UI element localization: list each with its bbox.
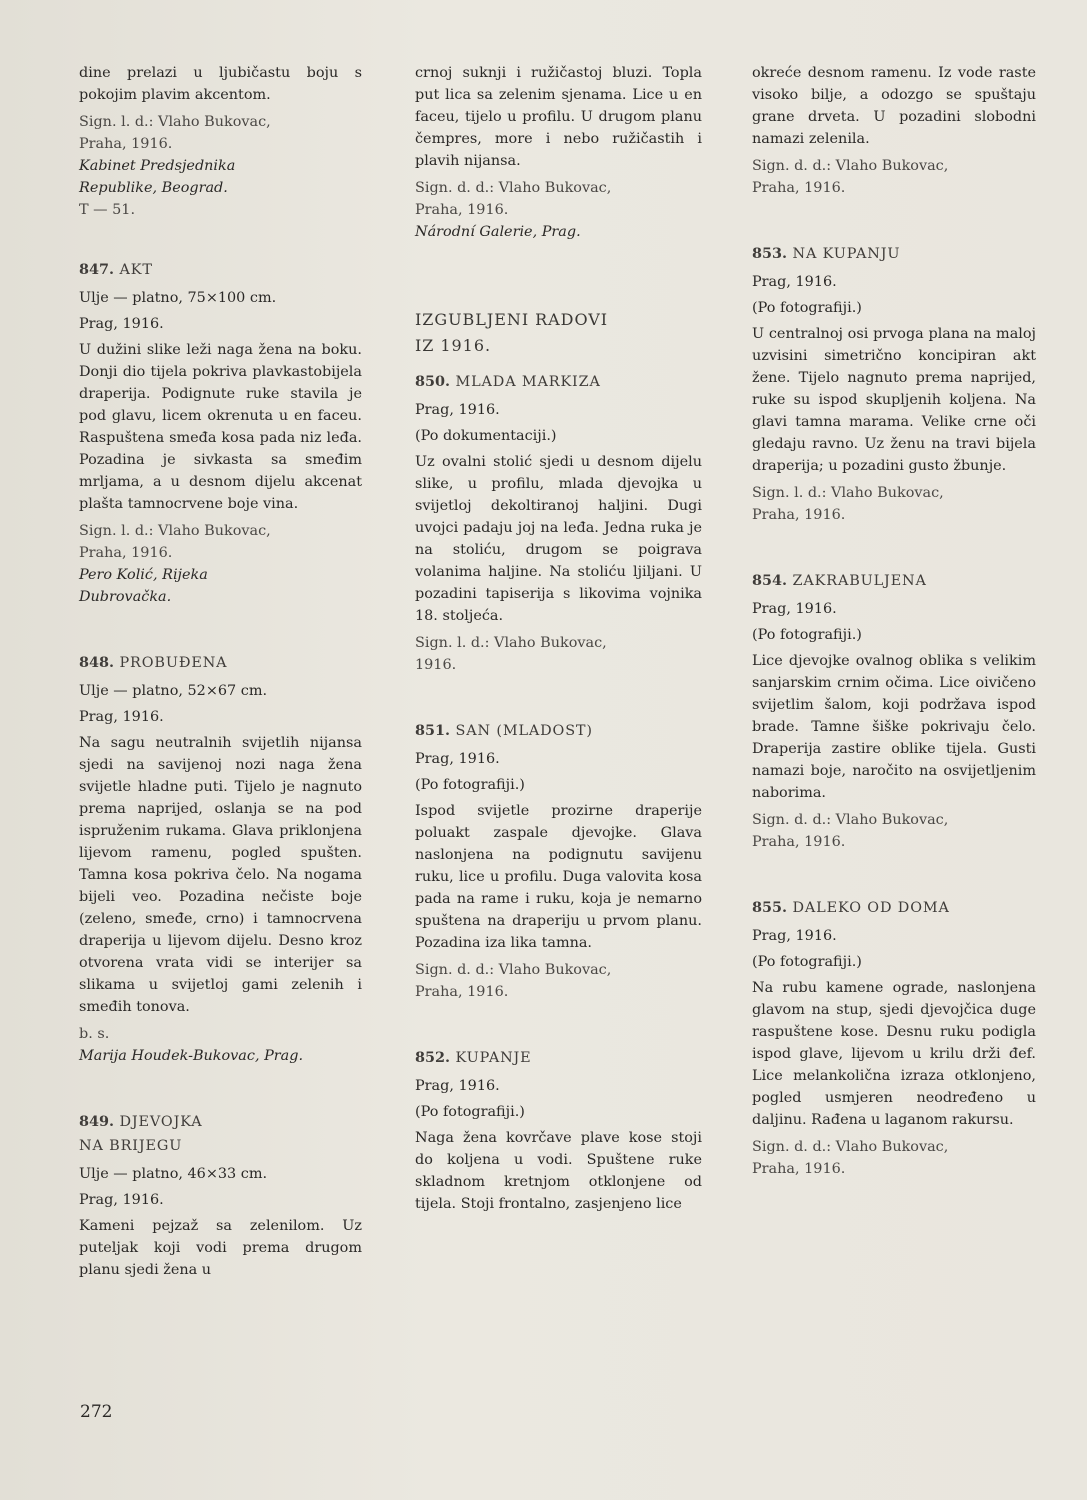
section-title-line: IZGUBLJENI RADOVI — [415, 310, 609, 329]
entry-heading — [752, 243, 1036, 265]
entry-description: U dužini slike leži naga žena na boku. Donji dio tijela pokriva plavkastobijela draperija. Podignute ruke stavila je pod glavu, licem okrenuta u en faceu. Raspuštena smeđa kosa pada niz leđa. Pozadina je sivkasta sa smeđim mrljama, a u desnom dijelu akcenat plašta tamnocrvene boje vina. — [79, 342, 362, 512]
owner-line: Dubrovačka. — [79, 589, 172, 605]
catalog-entry-854 — [752, 570, 1036, 853]
entry-place: Prag, 1916. — [415, 402, 500, 418]
catalog-entry-848 — [79, 652, 362, 1067]
entry-description: okreće desnom ramenu. Iz vode raste visoko bilje, a odozgo se spuštaju grane drveta. U pozadini slobodni namazi zelenila. — [752, 65, 1036, 147]
catalog-entry-847 — [79, 259, 362, 608]
signature-line: b. s. — [79, 1026, 110, 1042]
entry-heading — [415, 720, 702, 742]
entry-place: Prag, 1916. — [415, 751, 500, 767]
entry-place: Prag, 1916. — [79, 1192, 164, 1208]
continued-entry — [79, 62, 362, 221]
entry-medium: Ulje — platno, 52×67 cm. — [79, 683, 268, 699]
column-3 — [752, 62, 1036, 1224]
entry-place: Prag, 1916. — [752, 928, 837, 944]
signature-line: Sign. d. d.: Vlaho Bukovac, — [752, 812, 949, 828]
entry-title: AKT — [119, 262, 153, 278]
entry-title: SAN (MLADOST) — [455, 723, 593, 739]
entry-description: Na sagu neutralnih svijetlih nijansa sjedi na savijenoj nozi naga žena svijetle hladne puti. Tijelo je nagnuto prema naprijed, oslanja se na pod ispruženim rukama. Glava priklonjena lijevom ramenu, pogled spušten. Tamna kosa pokriva čelo. Na nogama bijeli veo. Pozadina nečiste boje (zeleno, smeđe, crno) i tamnocrvena draperija u lijevom dijelu. Desno kroz otvorena vrata vidi se interijer sa slikama u svijetloj gami zelenih i smeđih tonova. — [79, 735, 362, 1015]
entry-number: 847. — [79, 261, 115, 278]
continued-entry — [752, 62, 1036, 199]
section-title-line: IZ 1916. — [415, 336, 492, 355]
owner-line: Pero Kolić, Rijeka — [79, 567, 208, 583]
entry-number: 849. — [79, 1113, 115, 1130]
signature-line: Sign. d. d.: Vlaho Bukovac, — [752, 158, 949, 174]
entry-place: Prag, 1916. — [752, 601, 837, 617]
continued-entry — [415, 62, 702, 243]
catalog-entry-855 — [752, 897, 1036, 1180]
signature-line: Praha, 1916. — [79, 545, 173, 561]
entry-source: (Po fotografiji.) — [752, 300, 862, 316]
entry-title: DALEKO OD DOMA — [792, 900, 950, 916]
entry-title: ZAKRABULJENA — [792, 573, 927, 589]
entry-description: Lice djevojke ovalnog oblika s velikim sanjarskim crnim očima. Lice oivičeno svijetlim šalom, koji podržava ispod brade. Tamne šiške pokrivaju čelo. Draperija zastire oblike tijela. Gusti namazi boje, naročito na osvijetljenim naborima. — [752, 653, 1036, 801]
entry-heading — [415, 1047, 702, 1069]
page-number: 272 — [80, 1402, 113, 1422]
entry-medium: Ulje — platno, 46×33 cm. — [79, 1166, 268, 1182]
entry-place: Prag, 1916. — [79, 316, 164, 332]
signature-line: Sign. l. d.: Vlaho Bukovac, — [79, 523, 271, 539]
entry-source: (Po fotografiji.) — [752, 954, 862, 970]
entry-number: 853. — [752, 245, 788, 262]
entry-description: crnoj suknji i ružičastoj bluzi. Topla put lica sa zelenim sjenama. Lice u en faceu, tijelo u profilu. U drugom planu čempres, more i nebo ružičastih i plavih nijansa. — [415, 65, 702, 169]
owner-line: Republike, Beograd. — [79, 180, 228, 196]
entry-title: KUPANJE — [455, 1050, 532, 1066]
entry-source: (Po fotografiji.) — [752, 627, 862, 643]
owner-line: Národní Galerie, Prag. — [415, 224, 581, 240]
signature-line: Praha, 1916. — [752, 507, 846, 523]
signature-line: Praha, 1916. — [415, 984, 509, 1000]
entry-source: (Po fotografiji.) — [415, 1104, 525, 1120]
signature-line: Sign. d. d.: Vlaho Bukovac, — [752, 1139, 949, 1155]
entry-description: Na rubu kamene ograde, naslonjena glavom na stup, sjedi djevojčica duge raspuštene kose. Desnu ruku podigla ispod glave, lijevom u krilu drži đef. Lice melankolična izraza otklonjeno, pogled usmjeren neodređeno u daljinu. Rađena u laganom rakursu. — [752, 980, 1036, 1128]
catalog-entry-850 — [415, 371, 702, 676]
signature-line: Praha, 1916. — [752, 834, 846, 850]
entry-place: Prag, 1916. — [752, 274, 837, 290]
entry-number: 852. — [415, 1049, 451, 1066]
signature-line: Sign. l. d.: Vlaho Bukovac, — [752, 485, 944, 501]
entry-description: Kameni pejzaž sa zelenilom. Uz puteljak koji vodi prema drugom planu sjedi žena u — [79, 1218, 362, 1278]
section-title — [415, 307, 702, 359]
catalog-entry-853 — [752, 243, 1036, 526]
catalog-entry-852 — [415, 1047, 702, 1215]
signature-line: Sign. d. d.: Vlaho Bukovac, — [415, 180, 612, 196]
entry-description: Ispod svijetle prozirne draperije poluakt zaspale djevojke. Glava naslonjena na podignutu savijenu ruku, lice u profilu. Duga valovita kosa pada na rame i ruku, koja je nemarno spuštena na draperiju u prvom planu. Pozadina iza lika tamna. — [415, 803, 702, 951]
entry-source: (Po dokumentaciji.) — [415, 428, 557, 444]
owner-line: Kabinet Predsjednika — [79, 158, 236, 174]
entry-title: PROBUĐENA — [119, 655, 228, 671]
entry-description: U centralnoj osi prvoga plana na maloj uzvisini simetrično koncipiran akt žene. Tijelo nagnuto prema naprijed, ruke su ispod skupljenih koljena. Na glavi tamna marama. Velike crne oči gledaju ravno. Uz ženu na travi bijela draperija; u pozadini gusto žbunje. — [752, 326, 1036, 474]
entry-medium: Ulje — platno, 75×100 cm. — [79, 290, 277, 306]
signature-line: 1916. — [415, 657, 457, 673]
entry-heading — [79, 652, 362, 674]
signature-line: Praha, 1916. — [79, 136, 173, 152]
entry-heading — [79, 1111, 362, 1133]
entry-number: 850. — [415, 373, 451, 390]
signature-line: Sign. l. d.: Vlaho Bukovac, — [79, 114, 271, 130]
entry-number: 848. — [79, 654, 115, 671]
entry-place: Prag, 1916. — [79, 709, 164, 725]
entry-heading — [752, 897, 1036, 919]
owner-line: Marija Houdek-Bukovac, Prag. — [79, 1048, 304, 1064]
reference-code: T — 51. — [79, 202, 136, 218]
signature-line: Sign. d. d.: Vlaho Bukovac, — [415, 962, 612, 978]
entry-title: NA KUPANJU — [792, 246, 901, 262]
entry-description: dine prelazi u ljubičastu boju s pokojim plavim akcentom. — [79, 65, 362, 103]
entry-heading — [79, 259, 362, 281]
catalog-entry-851 — [415, 720, 702, 1003]
entry-title: DJEVOJKA — [119, 1114, 203, 1130]
entry-place: Prag, 1916. — [415, 1078, 500, 1094]
signature-line: Praha, 1916. — [752, 1161, 846, 1177]
entry-title-continued: NA BRIJEGU — [79, 1138, 183, 1154]
entry-heading — [752, 570, 1036, 592]
entry-number: 854. — [752, 572, 788, 589]
column-2 — [415, 62, 702, 1259]
entry-description: Naga žena kovrčave plave kose stoji do koljena u vodi. Spuštene ruke skladnom kretnjom otklonjene od tijela. Stoji frontalno, zasjenjeno lice — [415, 1130, 702, 1212]
entry-title: MLADA MARKIZA — [455, 374, 601, 390]
column-1 — [79, 62, 362, 1325]
catalog-entry-849 — [79, 1111, 362, 1281]
entry-heading — [415, 371, 702, 393]
entry-description: Uz ovalni stolić sjedi u desnom dijelu slike, u profilu, mlada djevojka u svijetloj dekoltiranoj haljini. Dugi uvojci padaju joj na leđa. Jedna ruka je na stoliću, drugom se poigrava volanima haljine. Na stoliću ljiljani. U pozadini tapiserija s likovima vojnika 18. stoljeća. — [415, 454, 702, 624]
signature-line: Sign. l. d.: Vlaho Bukovac, — [415, 635, 607, 651]
signature-line: Praha, 1916. — [415, 202, 509, 218]
entry-number: 851. — [415, 722, 451, 739]
entry-number: 855. — [752, 899, 788, 916]
entry-source: (Po fotografiji.) — [415, 777, 525, 793]
signature-line: Praha, 1916. — [752, 180, 846, 196]
